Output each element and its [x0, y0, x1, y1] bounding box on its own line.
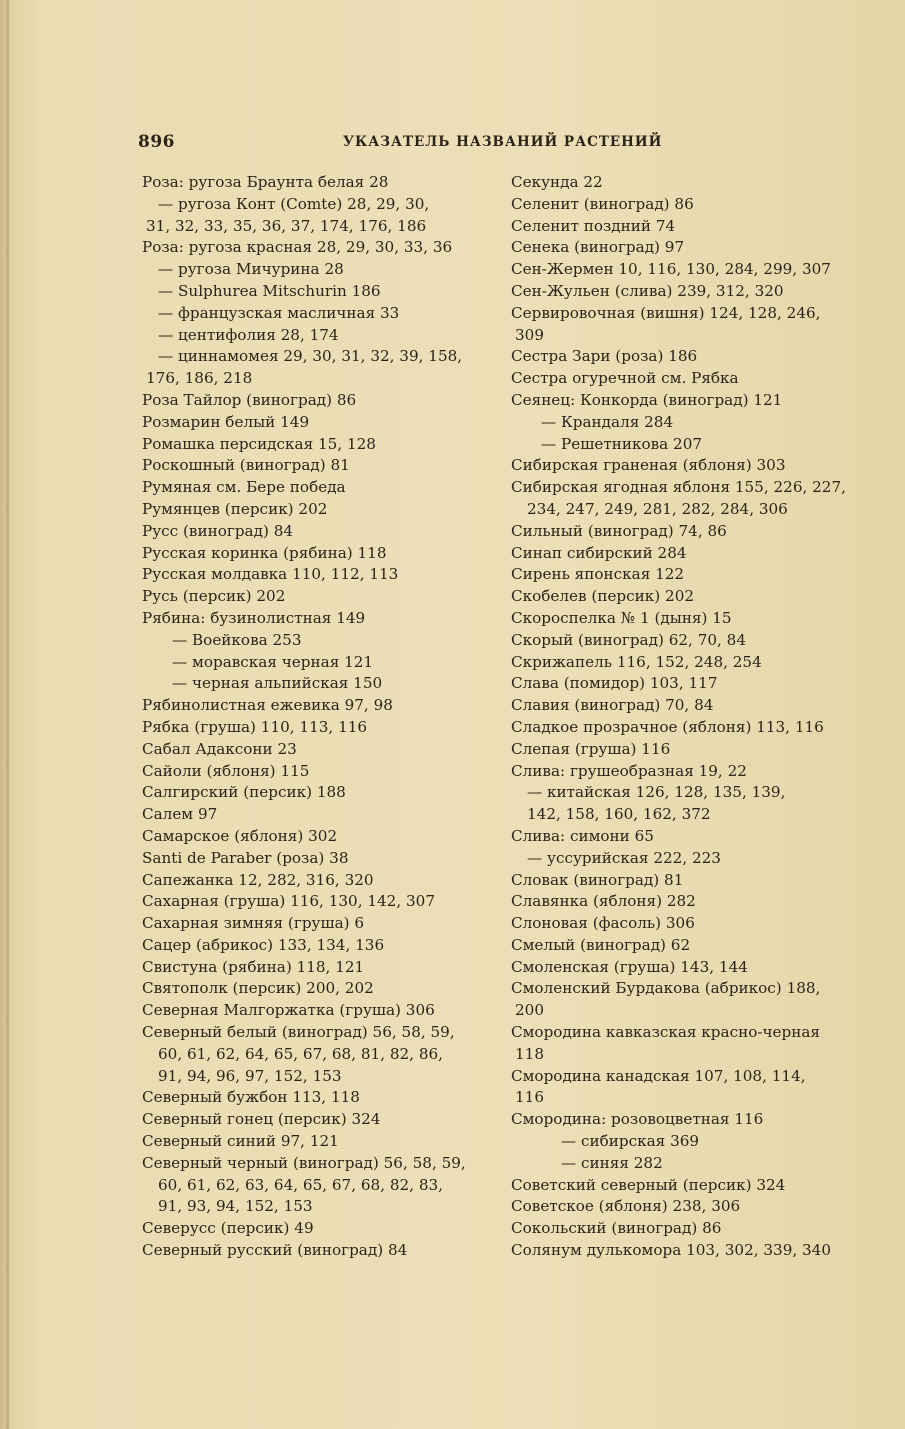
- index-entry: Рябка (груша) 110, 113, 116: [142, 717, 368, 736]
- index-entry: Русская молдавка 110, 112, 113: [142, 565, 399, 584]
- index-column-left: [142, 172, 494, 1262]
- index-entry: Салгирский (персик) 188: [142, 783, 346, 802]
- index-entry: Рябинолистная ежевика 97, 98: [142, 696, 393, 715]
- index-entry: 142, 158, 160, 162, 372: [527, 805, 711, 824]
- index-entry: Селенит (виноград) 86: [511, 194, 694, 213]
- index-entry: 200: [515, 1001, 544, 1020]
- index-entry: Слива: симони 65: [511, 826, 654, 845]
- index-entry: Скорый (виноград) 62, 70, 84: [511, 630, 747, 649]
- index-entry: — циннамомея 29, 30, 31, 32, 39, 158,: [158, 347, 463, 366]
- index-entry: Сахарная зимняя (груша) 6: [142, 914, 365, 933]
- index-entry: Сеянец: Конкорда (виноград) 121: [511, 390, 783, 409]
- index-entry: 118: [515, 1044, 544, 1063]
- index-entry: Северный белый (виноград) 56, 58, 59,: [142, 1023, 455, 1042]
- index-entry: Советское (яблоня) 238, 306: [511, 1197, 741, 1216]
- index-entry: Русс (виноград) 84: [142, 521, 294, 540]
- index-entry: Скобелев (персик) 202: [511, 587, 695, 606]
- index-entry: Рябина: бузинолистная 149: [142, 608, 366, 627]
- index-entry: Сирень японская 122: [511, 565, 685, 584]
- running-title: УКАЗАТЕЛЬ НАЗВАНИЙ РАСТЕНИЙ: [343, 134, 663, 150]
- index-entry: — ругоза Конт (Comte) 28, 29, 30,: [158, 194, 430, 213]
- index-entry: Сабал Адаксони 23: [142, 739, 297, 758]
- index-entry: Селенит поздний 74: [511, 216, 676, 235]
- index-column-right: [511, 172, 863, 1262]
- index-entry: Santi de Paraber (роза) 38: [142, 848, 349, 867]
- index-entry: Северный русский (виноград) 84: [142, 1241, 408, 1260]
- index-entry: — синяя 282: [561, 1153, 663, 1172]
- index-entry: — ругоза Мичурина 28: [158, 260, 344, 279]
- index-entry: Русская коринка (рябина) 118: [142, 543, 387, 562]
- index-entry: Северная Малгоржатка (груша) 306: [142, 1001, 435, 1020]
- index-entry: Роза: ругоза Браунта белая 28: [142, 173, 389, 191]
- index-entry: 31, 32, 33, 35, 36, 37, 174, 176, 186: [146, 216, 427, 235]
- index-entry: Самарское (яблоня) 302: [142, 826, 338, 845]
- index-entry: Северный черный (виноград) 56, 58, 59,: [142, 1153, 466, 1172]
- index-entry: Ромашка персидская 15, 128: [142, 434, 376, 453]
- index-entry: Сенека (виноград) 97: [511, 238, 685, 257]
- index-entry: Сибирская граненая (яблоня) 303: [511, 456, 786, 475]
- index-entry: Словак (виноград) 81: [511, 870, 684, 889]
- index-entry: — Крандаля 284: [541, 412, 674, 431]
- index-entry: Сервировочная (вишня) 124, 128, 246,: [511, 303, 821, 322]
- index-entry: Северусс (персик) 49: [142, 1219, 314, 1238]
- index-entry: Смородина кавказская красно-черная: [511, 1023, 820, 1042]
- index-entry: Советский северный (персик) 324: [511, 1175, 786, 1194]
- index-entry: Славянка (яблоня) 282: [511, 892, 696, 911]
- index-entry: Смелый (виноград) 62: [511, 935, 691, 954]
- index-entry: Слива: грушеобразная 19, 22: [511, 761, 747, 780]
- index-entry: Солянум дулькомора 103, 302, 339, 340: [511, 1241, 832, 1260]
- index-entry: Северный синий 97, 121: [142, 1132, 339, 1151]
- index-entry: Сацер (абрикос) 133, 134, 136: [142, 935, 385, 954]
- index-entry: Смородина канадская 107, 108, 114,: [511, 1066, 806, 1085]
- index-entry: 309: [515, 325, 544, 344]
- index-entry: Синап сибирский 284: [511, 543, 687, 562]
- index-entry: Смородина: розовоцветная 116: [511, 1110, 764, 1129]
- index-entry: Румянцев (персик) 202: [142, 499, 328, 518]
- index-entry: Смоленский Бурдакова (абрикос) 188,: [511, 979, 821, 998]
- index-entry: Сайоли (яблоня) 115: [142, 761, 310, 780]
- index-entry: Смоленская (груша) 143, 144: [511, 957, 748, 976]
- index-entry: Северный бужбон 113, 118: [142, 1088, 360, 1107]
- index-entry: 91, 93, 94, 152, 153: [158, 1197, 313, 1216]
- index-entry: Сибирская ягодная яблоня 155, 226, 227,: [511, 478, 846, 497]
- index-entry: — китайская 126, 128, 135, 139,: [527, 783, 786, 802]
- index-entry: Роза Тайлор (виноград) 86: [142, 390, 357, 409]
- index-entry: Русь (персик) 202: [142, 587, 286, 606]
- page-number: 896: [138, 132, 175, 152]
- index-entry: 116: [515, 1088, 544, 1107]
- page-edge-shadow: [6, 0, 9, 1429]
- index-entry: 91, 94, 96, 97, 152, 153: [158, 1066, 342, 1085]
- index-entry: Слепая (груша) 116: [511, 739, 671, 758]
- index-entry: Сокольский (виноград) 86: [511, 1219, 722, 1238]
- index-entry: Слава (помидор) 103, 117: [511, 674, 718, 693]
- index-entry: 176, 186, 218: [146, 369, 253, 388]
- index-entry: 234, 247, 249, 281, 282, 284, 306: [527, 499, 788, 518]
- index-entry: Слоновая (фасоль) 306: [511, 914, 695, 933]
- index-entry: Румяная см. Бере победа: [142, 478, 346, 497]
- index-entry: Роскошный (виноград) 81: [142, 456, 350, 475]
- index-entry: Салем 97: [142, 805, 218, 824]
- index-entry: — французская масличная 33: [158, 303, 400, 322]
- index-entry: Северный гонец (персик) 324: [142, 1110, 381, 1129]
- index-entry: Сестра огуречной см. Рябка: [511, 369, 739, 388]
- index-entry: — Решетникова 207: [541, 434, 703, 453]
- index-entry: — центифолия 28, 174: [158, 325, 339, 344]
- index-entry: Сильный (виноград) 74, 86: [511, 521, 727, 540]
- index-entry: — Sulphurea Mitschurin 186: [158, 281, 381, 300]
- index-entry: Скрижапель 116, 152, 248, 254: [511, 652, 762, 671]
- index-entry: — Воейкова 253: [172, 630, 302, 649]
- index-entry: — черная альпийская 150: [172, 674, 383, 693]
- index-entry: Славия (виноград) 70, 84: [511, 696, 714, 715]
- index-entry: 60, 61, 62, 63, 64, 65, 67, 68, 82, 83,: [158, 1175, 443, 1194]
- index-entry: — моравская черная 121: [172, 652, 374, 671]
- page-header: [138, 132, 838, 156]
- index-entry: Сахарная (груша) 116, 130, 142, 307: [142, 892, 435, 911]
- index-entry: Секунда 22: [511, 173, 603, 191]
- index-entry: Сен-Жермен 10, 116, 130, 284, 299, 307: [511, 260, 831, 279]
- index-entry: Святополк (персик) 200, 202: [142, 979, 374, 998]
- index-entry: — сибирская 369: [561, 1132, 700, 1151]
- index-entry: Сен-Жульен (слива) 239, 312, 320: [511, 281, 784, 300]
- index-entry: Сладкое прозрачное (яблоня) 113, 116: [511, 717, 824, 736]
- index-entry: 60, 61, 62, 64, 65, 67, 68, 81, 82, 86,: [158, 1044, 443, 1063]
- index-entry: Сапежанка 12, 282, 316, 320: [142, 870, 374, 889]
- index-entry: Сестра Зари (роза) 186: [511, 347, 698, 366]
- index-entry: Роза: ругоза красная 28, 29, 30, 33, 36: [142, 238, 453, 257]
- index-entry: Свистуна (рябина) 118, 121: [142, 957, 365, 976]
- index-entry: Скороспелка № 1 (дыня) 15: [511, 608, 732, 627]
- index-entry: Розмарин белый 149: [142, 412, 310, 431]
- index-entry: — уссурийская 222, 223: [527, 848, 721, 867]
